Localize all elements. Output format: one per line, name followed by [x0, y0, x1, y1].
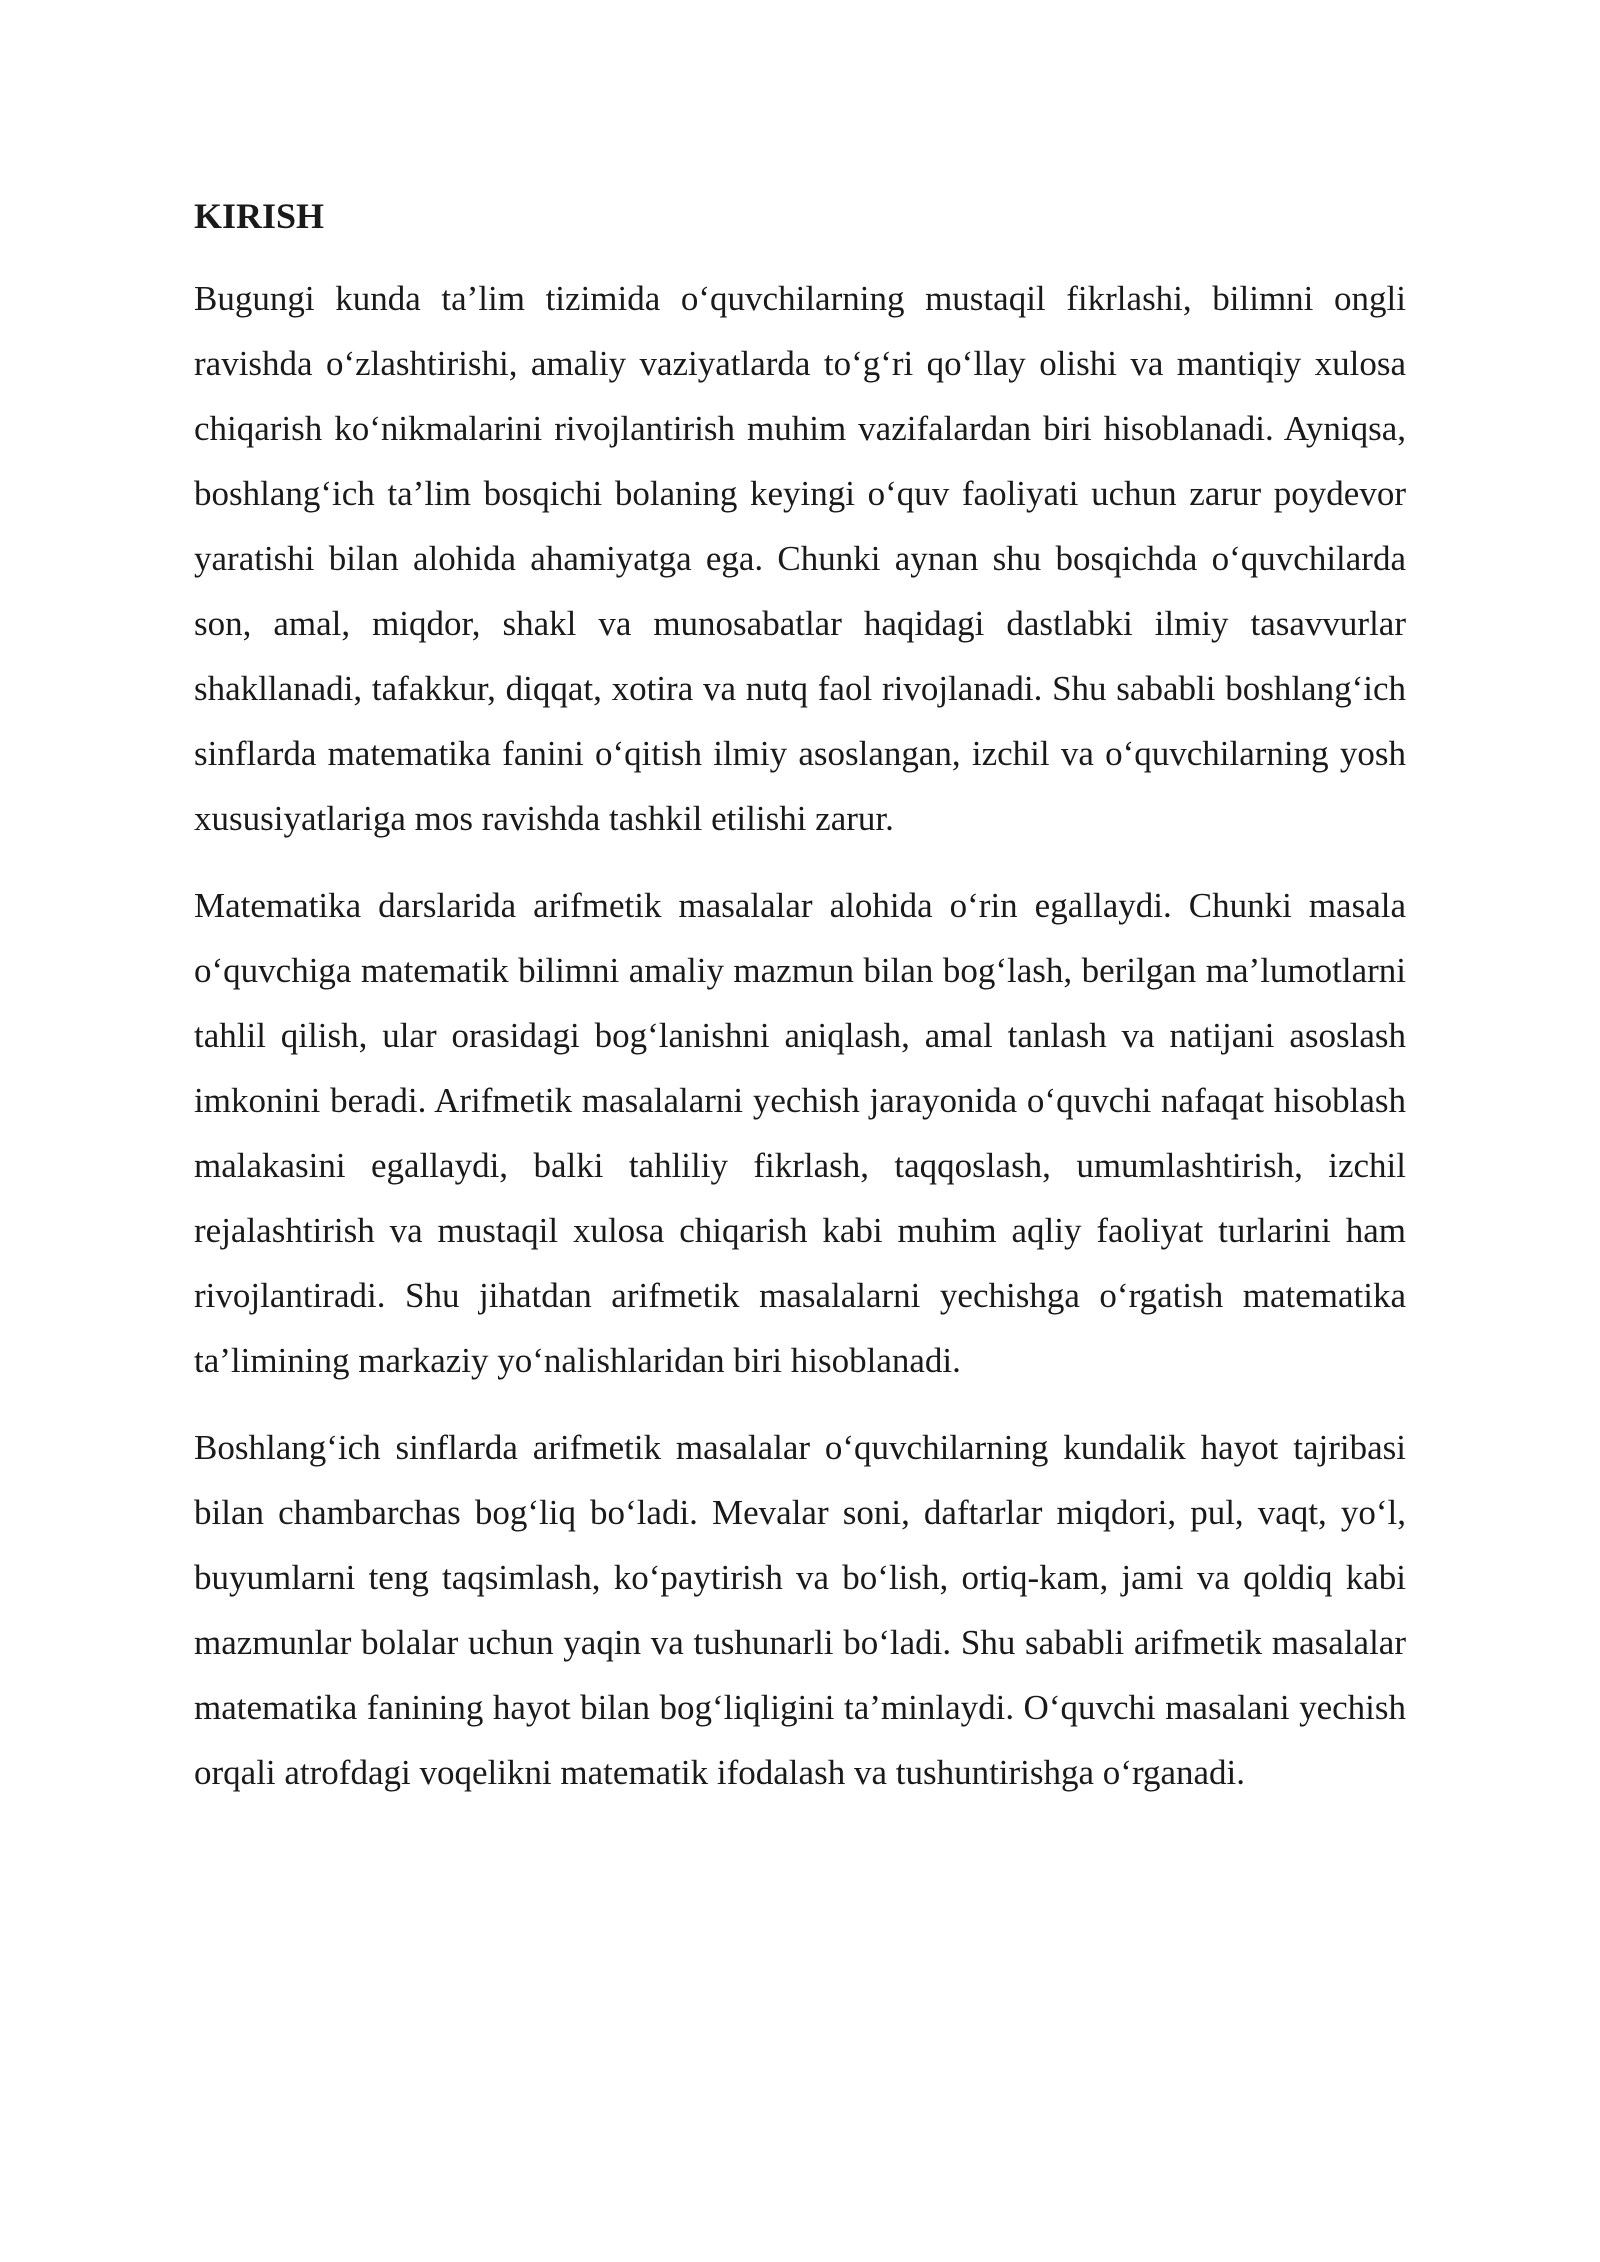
- paragraph-2: Matematika darslarida arifmetik masalalar alohida o‘rin egallaydi. Chunki masala o‘quvchiga matematik bilimni amaliy mazmun bilan bog‘lash, berilgan ma’lumotlarni tahlil qilish, ular orasidagi bog‘lanishni aniqlash, amal tanlash va natijani asoslash imkonini beradi. Arifmetik masalalarni yechish jarayonida o‘quvchi nafaqat hisoblash malakasini egallaydi, balki tahliliy fikrlash, taqqoslash, umumlashtirish, izchil rejalashtirish va mustaqil xulosa chiqarish kabi muhim aqliy faoliyat turlarini ham rivojlantiradi. Shu jihatdan arifmetik masalalarni yechishga o‘rgatish matematika ta’limining markaziy yo‘nalishlaridan biri hisoblanadi.: [194, 886, 1406, 1380]
- paragraph-3: Boshlang‘ich sinflarda arifmetik masalalar o‘quvchilarning kundalik hayot tajribasi bilan chambarchas bog‘liq bo‘ladi. Mevalar soni, daftarlar miqdori, pul, vaqt, yo‘l, buyumlarni teng taqsimlash, ko‘paytirish va bo‘lish, ortiq-kam, jami va qoldiq kabi mazmunlar bolalar uchun yaqin va tushunarli bo‘ladi. Shu sababli arifmetik masalalar matematika fanining hayot bilan bog‘liqligini ta’minlaydi. O‘quvchi masalani yechish orqali atrofdagi voqelikni matematik ifodalash va tushuntirishga o‘rganadi.: [194, 1428, 1406, 1792]
- document-body: [194, 186, 1406, 1827]
- paragraph-1: Bugungi kunda ta’lim tizimida o‘quvchilarning mustaqil fikrlashi, bilimni ongli ravishda o‘zlashtirishi, amaliy vaziyatlarda to‘g‘ri qo‘llay olishi va mantiqiy xulosa chiqarish ko‘nikmalarini rivojlantirish muhim vazifalardan biri hisoblanadi. Ayniqsa, boshlang‘ich ta’lim bosqichi bolaning keyingi o‘quv faoliyati uchun zarur poydevor yaratishi bilan alohida ahamiyatga ega. Chunki aynan shu bosqichda o‘quvchilarda son, amal, miqdor, shakl va munosabatlar haqidagi dastlabki ilmiy tasavvurlar shakllanadi, tafakkur, diqqat, xotira va nutq faol rivojlanadi. Shu sababli boshlang‘ich sinflarda matematika fanini o‘qitish ilmiy asoslangan, izchil va o‘quvchilarning yosh xususiyatlariga mos ravishda tashkil etilishi zarur.: [194, 279, 1406, 838]
- section-heading: KIRISH: [194, 196, 325, 236]
